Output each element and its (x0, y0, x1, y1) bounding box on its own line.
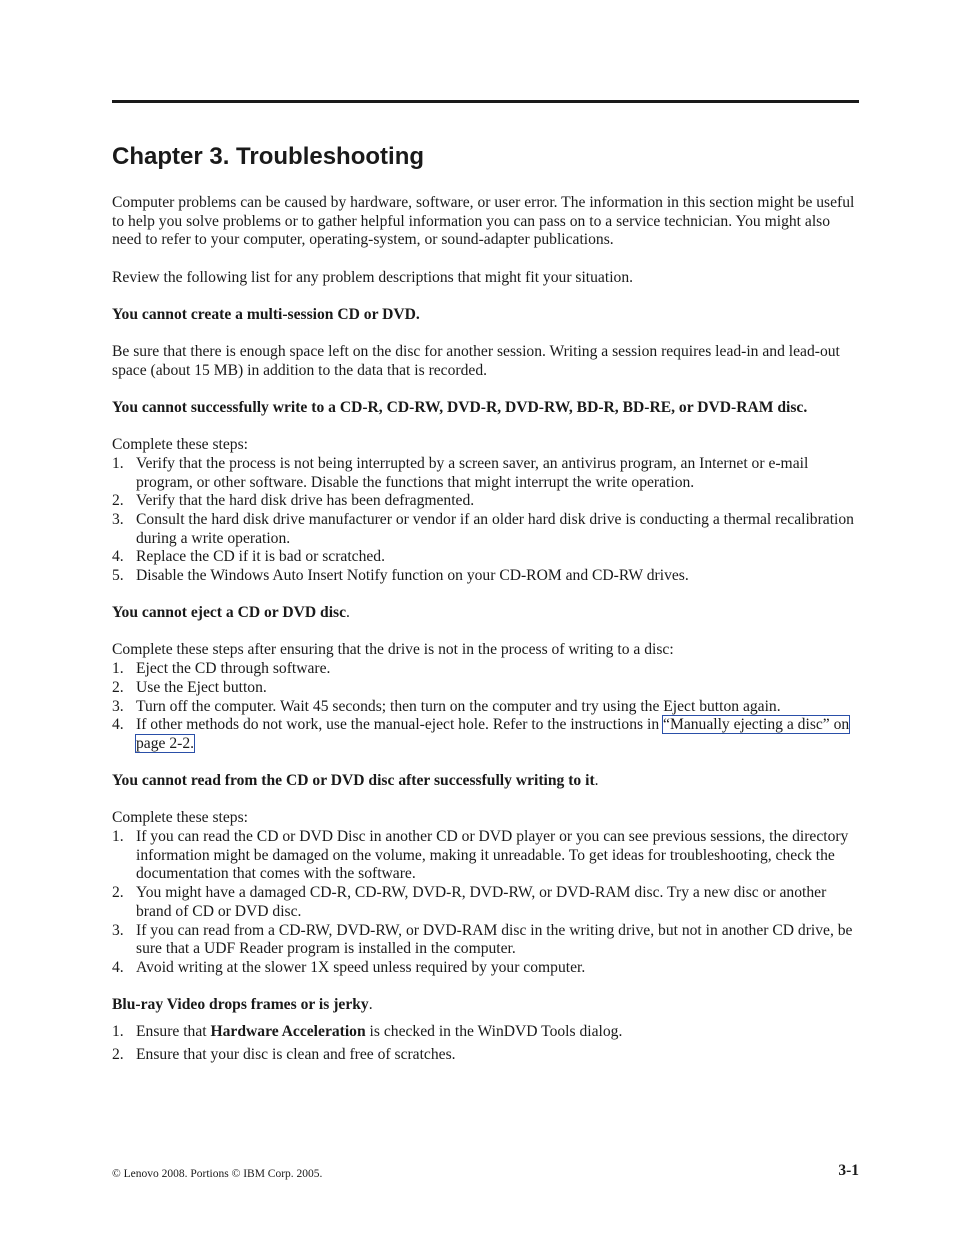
intro-review-paragraph: Review the following list for any problem descriptions that might fit your situation. (112, 268, 634, 286)
step-text: You might have a damaged CD-R, CD-RW, DVD-R, DVD-RW, or DVD-RAM disc. Try a new disc or another brand of CD or DVD disc. (136, 884, 827, 920)
heading-read-period: . (594, 772, 599, 790)
step-number: 2. (112, 1045, 124, 1063)
step-number: 3. (112, 921, 124, 939)
step-number: 1. (112, 828, 124, 846)
eject-steps-list (112, 660, 859, 754)
list-item (112, 716, 859, 753)
step-text: If you can read the CD or DVD Disc in another CD or DVD player or you can see previous sessions, the directory information might be damaged on the volume, making it unreadable. To get ideas for troubleshooting, check the documentation that comes with the software. (136, 828, 849, 883)
read-steps-list (112, 828, 859, 978)
step-number: 2. (112, 492, 124, 510)
list-item (112, 959, 859, 978)
list-item (112, 828, 859, 884)
hardware-acceleration-term: Hardware Acceleration (210, 1022, 366, 1040)
step-text: If you can read from a CD-RW, DVD-RW, or DVD-RAM disc in the writing drive, but not in another CD drive, be sure that a UDF Reader program is installed in the computer. (136, 921, 853, 958)
step-number: 3. (112, 697, 124, 715)
step-text: Use the Eject button. (136, 678, 267, 696)
step-number: 3. (112, 510, 124, 528)
heading-multisession: You cannot create a multi-session CD or DVD. (112, 305, 420, 323)
bluray-steps-list (112, 1023, 859, 1065)
chapter-top-rule (112, 100, 859, 103)
heading-bluray-text: Blu-ray Video drops frames or is jerky (112, 996, 369, 1014)
list-item (112, 567, 859, 586)
read-steps-lead: Complete these steps: (112, 809, 248, 827)
step-number: 4. (112, 959, 124, 976)
chapter-title: Chapter 3. Troubleshooting (112, 143, 425, 170)
heading-eject-period: . (346, 604, 350, 622)
step-text: Verify that the hard disk drive has been defragmented. (136, 492, 475, 510)
step-number: 1. (112, 660, 124, 678)
step-text: If other methods do not work, use the manual-eject hole. Refer to the instructions in (136, 716, 664, 734)
step-text: Verify that the process is not being interrupted by a screen saver, an antivirus program, an Internet or e-mail program, or other software. Disable the functions that might interrupt the write operation. (136, 454, 809, 491)
heading-eject-failure (112, 604, 859, 623)
step-number: 1. (112, 1022, 124, 1040)
list-item (112, 884, 859, 921)
list-item (112, 511, 859, 548)
list-item (112, 455, 859, 492)
step-text: Eject the CD through software. (136, 660, 331, 678)
step-text: Ensure that (136, 1022, 211, 1040)
step-number: 2. (112, 678, 124, 696)
step-text: Disable the Windows Auto Insert Notify function on your CD-ROM and CD-RW drives. (136, 567, 689, 585)
step-text: Avoid writing at the slower 1X speed unless required by your computer. (136, 959, 586, 976)
footer-copyright: © Lenovo 2008. Portions © IBM Corp. 2005. (112, 1168, 323, 1180)
step-text: Ensure that your disc is clean and free of scratches. (136, 1045, 456, 1063)
step-text-continued: is checked in the WinDVD Tools dialog. (365, 1022, 623, 1040)
heading-read-failure (112, 772, 859, 791)
step-number: 4. (112, 716, 124, 734)
intro-paragraph: Computer problems can be caused by hardware, software, or user error. The information in this section might be useful to help you solve problems or to gather helpful information you can pass on to a service technician. You might also need to refer to your computer, operating-system, or sound-adapter publications. (112, 194, 855, 249)
multisession-body: Be sure that there is enough space left on the disc for another session. Writing a session requires lead-in and lead-out space (about 15 MB) in addition to the data that is recorded. (112, 343, 840, 379)
list-item (112, 679, 859, 698)
step-number: 5. (112, 567, 124, 585)
list-item (112, 548, 859, 567)
heading-bluray-playback (112, 996, 859, 1015)
write-steps-list (112, 455, 859, 586)
step-text: Turn off the computer. Wait 45 seconds; then turn on the computer and try using the Eject button again. (136, 697, 781, 715)
heading-read-text: You cannot read from the CD or DVD disc after successfully writing to it (112, 772, 595, 790)
step-text: Replace the CD if it is bad or scratched. (136, 548, 385, 566)
eject-steps-lead: Complete these steps after ensuring that the drive is not in the process of writing to a disc: (112, 641, 674, 659)
step-text: Consult the hard disk drive manufacturer or vendor if an older hard disk drive is conducting a thermal recalibration during a write operation. (136, 510, 854, 547)
step-number: 4. (112, 548, 124, 566)
heading-bluray-period: . (368, 996, 373, 1014)
list-item (112, 492, 859, 511)
list-item (112, 698, 859, 717)
page-number: 3-1 (838, 1162, 859, 1179)
step-number: 2. (112, 884, 124, 902)
heading-eject-text: You cannot eject a CD or DVD disc (112, 604, 347, 622)
chapter-content (112, 194, 859, 1069)
step-number: 1. (112, 454, 124, 472)
manual-eject-cross-reference-link[interactable]: “Manually ejecting a disc” on page 2-2. (136, 716, 850, 752)
list-item (112, 1023, 859, 1042)
heading-write-failure: You cannot successfully write to a CD-R, CD-RW, DVD-R, DVD-RW, BD-R, BD-RE, or DVD-RAM disc. (112, 398, 808, 416)
list-item (112, 1046, 859, 1065)
list-item (112, 922, 859, 959)
list-item (112, 660, 859, 679)
write-steps-lead: Complete these steps: (112, 436, 248, 454)
